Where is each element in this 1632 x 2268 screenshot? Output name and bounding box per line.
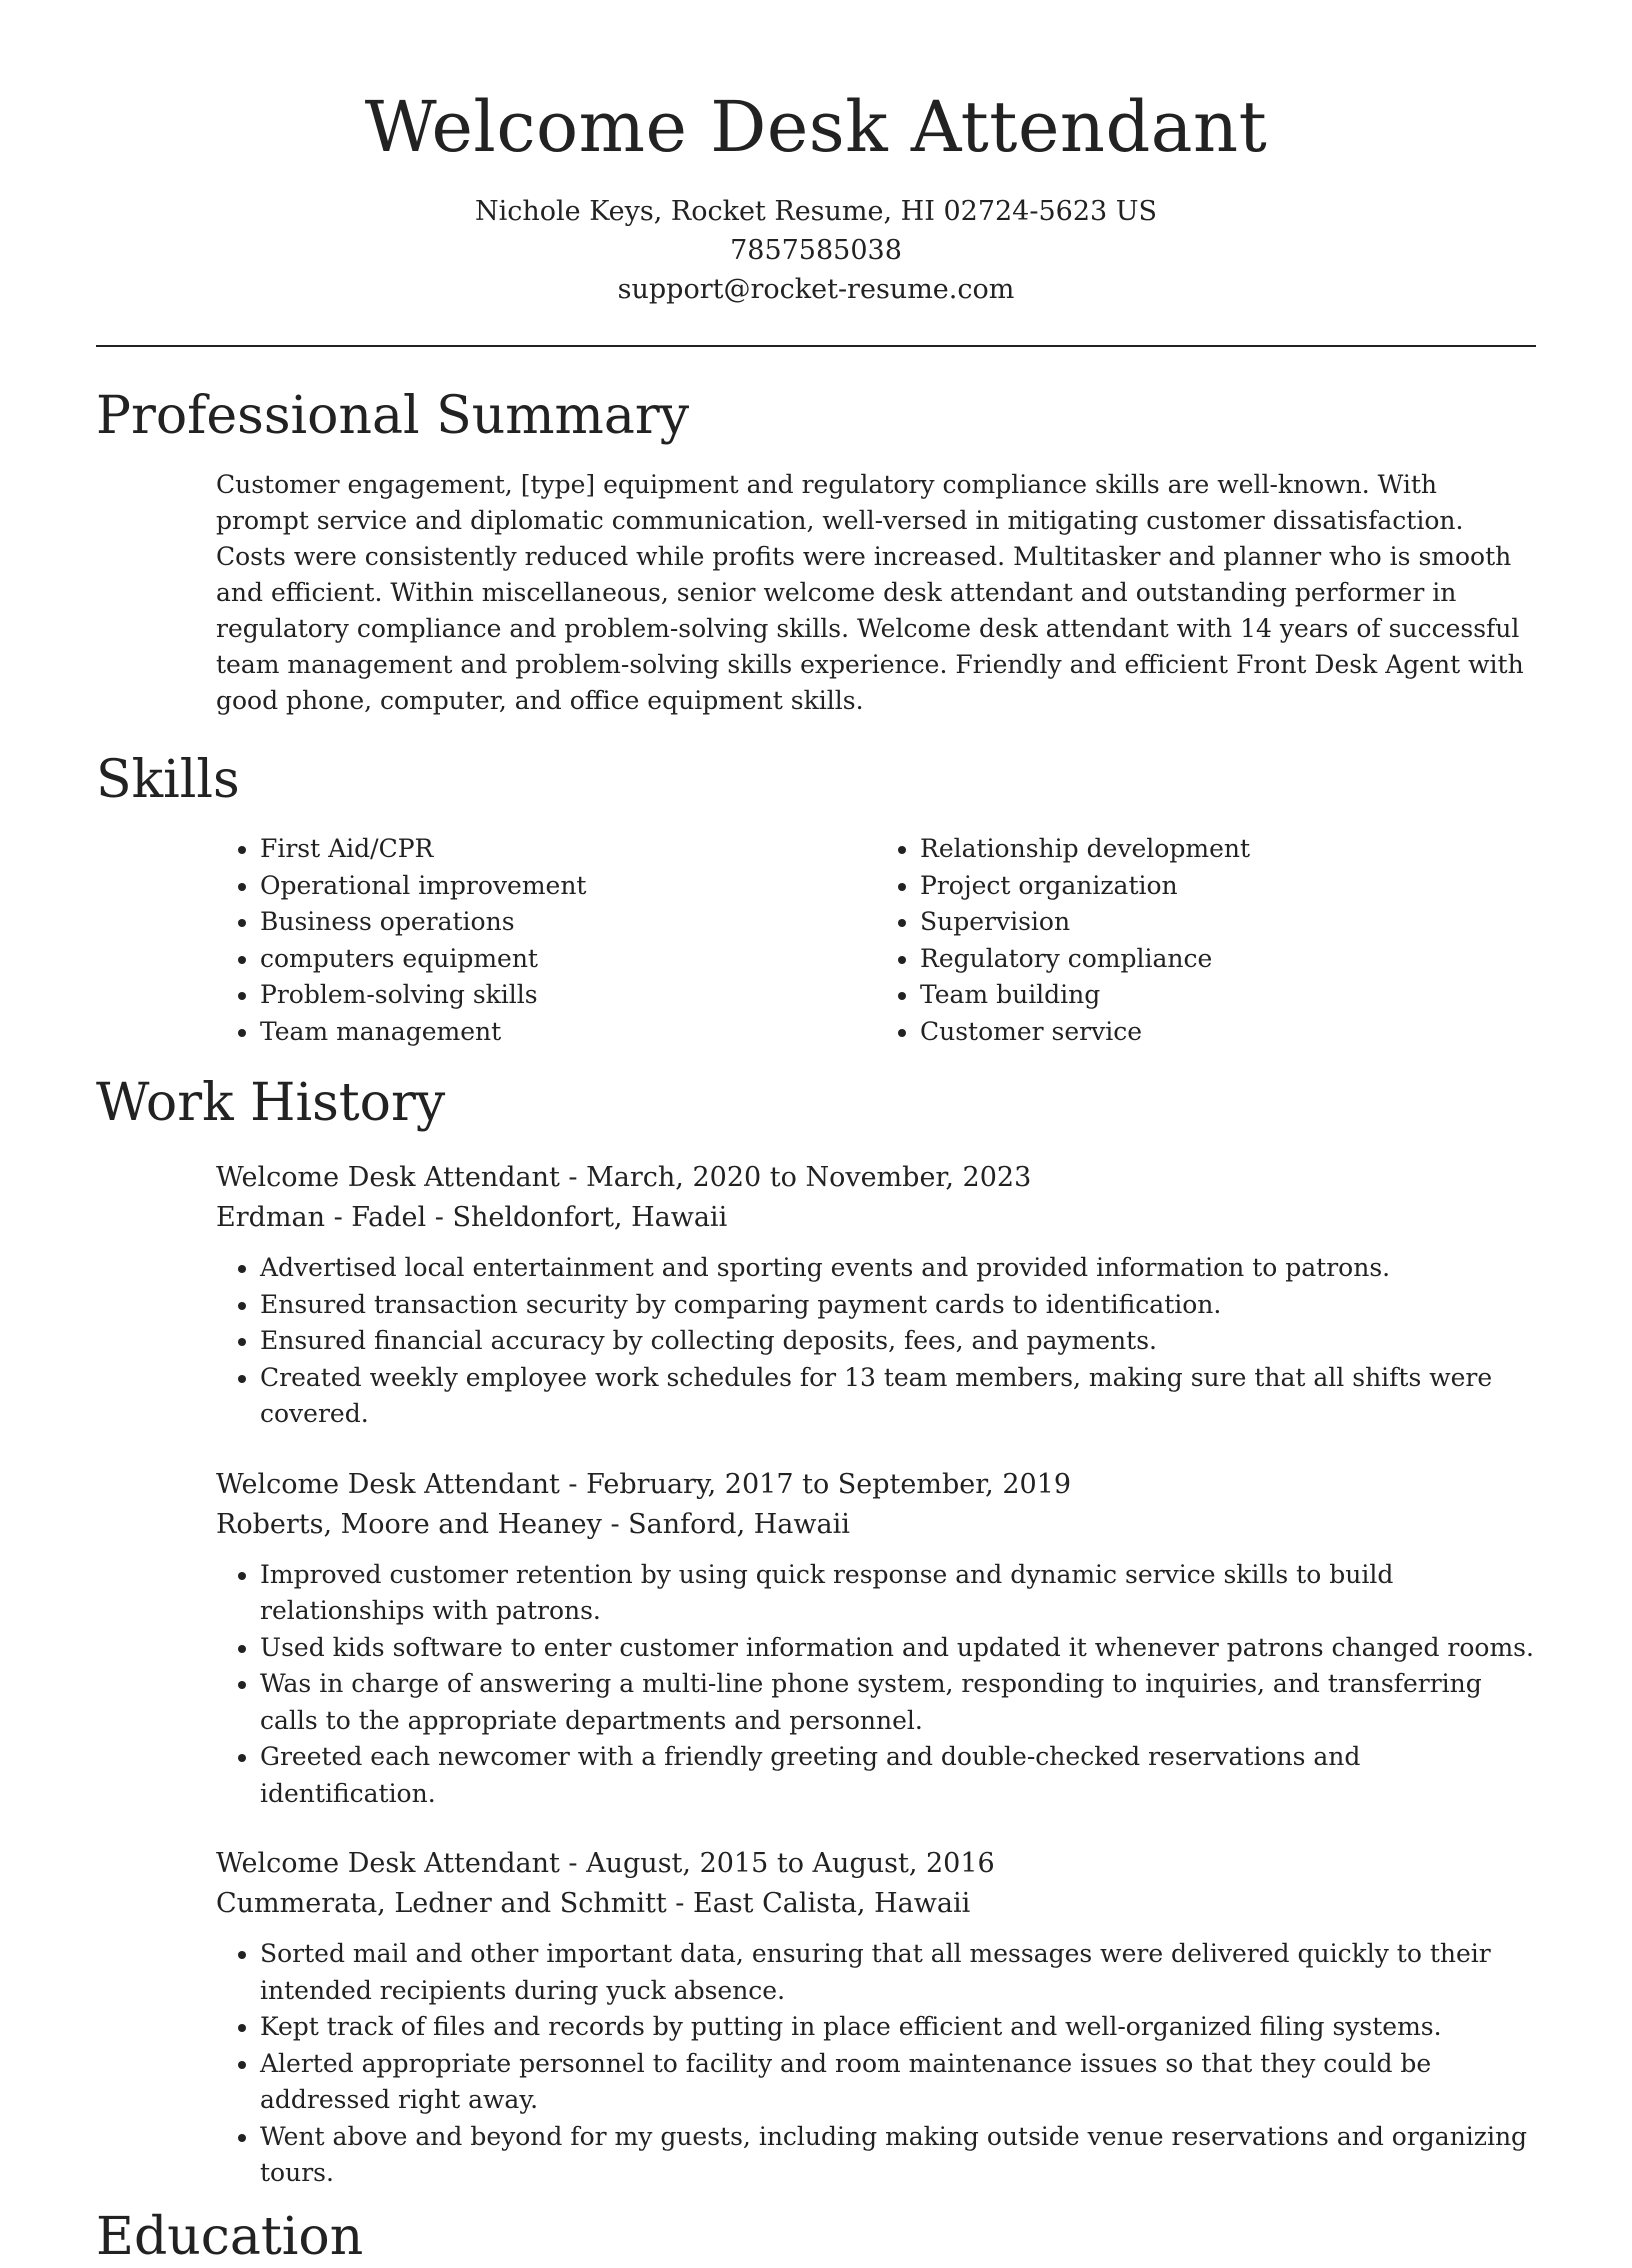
summary-text: Customer engagement, [type] equipment and regulatory compliance skills are well-known. With prompt service and diplomatic communication, well-versed in mitigating customer dissatisfaction. Costs were consistently reduced while profits were increased. Multitasker and planner who is smooth and efficient. Within miscellaneous, senior welcome desk attendant and outstanding performer in regulatory compliance and problem-solving skills. Welcome desk attendant with 14 years of successful team management and problem-solving skills experience. Friendly and efficient Front Desk Agent with good phone, computer, and office equipment skills. (216, 470, 1524, 715)
job-title-line: Welcome Desk Attendant - March, 2020 to November, 2023 (216, 1162, 1032, 1193)
work-history-heading: Work History (96, 1073, 446, 1133)
skill-item: • Customer service (920, 1014, 1536, 1051)
job-title: Welcome Desk Attendant (216, 1468, 560, 1500)
job-location: East Calista, Hawaii (693, 1888, 971, 1919)
job-dates: March, 2020 to November, 2023 (586, 1162, 1032, 1193)
contact-address: Nichole Keys, Rocket Resume, HI 02724-5623 US (474, 196, 1158, 227)
job-bullet: • Went above and beyond for my guests, including making outside venue reservations and organizing tours. (260, 2119, 1536, 2192)
job-bullet: • Used kids software to enter customer information and updated it whenever patrons changed rooms. (260, 1630, 1536, 1667)
contact-phone: 7857585038 (730, 235, 902, 266)
skills-list (216, 831, 1536, 1050)
skill-item: • Team management (260, 1014, 876, 1051)
job-company-line: Roberts, Moore and Heaney - Sanford, Hawaii (216, 1508, 850, 1540)
job-bullet: • Improved customer retention by using quick response and dynamic service skills to build relationships with patrons. (260, 1557, 1536, 1630)
job-dates: February, 2017 to September, 2019 (586, 1468, 1072, 1500)
page-title: Welcome Desk Attendant (364, 86, 1268, 168)
job-bullet: • Ensured financial accuracy by collecting deposits, fees, and payments. (260, 1323, 1536, 1360)
job-bullet: • Advertised local entertainment and sporting events and provided information to patrons. (260, 1250, 1536, 1287)
skill-item: • Team building (920, 977, 1536, 1014)
summary-heading: Professional Summary (96, 386, 690, 446)
skill-item: • Relationship development (920, 831, 1536, 868)
job-company-line: Cummerata, Ledner and Schmitt - East Calista, Hawaii (216, 1888, 971, 1919)
job-company: Cummerata, Ledner and Schmitt (216, 1888, 667, 1919)
job-bullet: • Sorted mail and other important data, ensuring that all messages were delivered quickly to their intended recipients during yuck absence. (260, 1936, 1536, 2009)
job-company: Roberts, Moore and Heaney (216, 1508, 602, 1540)
contact-info (0, 192, 1632, 309)
job-bullet: • Created weekly employee work schedules for 13 team members, making sure that all shifts were covered. (260, 1360, 1536, 1433)
skills-heading: Skills (96, 750, 240, 810)
skill-item: • Problem-solving skills (260, 977, 876, 1014)
contact-email: support@rocket-resume.com (617, 274, 1015, 305)
job-entry (216, 1465, 1536, 1813)
job-title-line: Welcome Desk Attendant - August, 2015 to August, 2016 (216, 1848, 995, 1879)
job-location: Sanford, Hawaii (628, 1508, 850, 1540)
job-bullets (216, 1936, 1536, 2192)
skill-item: • First Aid/CPR (260, 831, 876, 868)
job-location: Sheldonfort, Hawaii (452, 1202, 728, 1233)
skill-item: • Regulatory compliance (920, 941, 1536, 978)
job-entry (216, 1844, 1536, 2192)
job-bullets (216, 1250, 1536, 1433)
job-bullet: • Was in charge of answering a multi-line phone system, responding to inquiries, and transferring calls to the appropriate departments and personnel. (260, 1666, 1536, 1739)
job-entry (216, 1158, 1536, 1433)
job-bullet: • Alerted appropriate personnel to facility and room maintenance issues so that they could be addressed right away. (260, 2046, 1536, 2119)
skill-item: • Supervision (920, 904, 1536, 941)
job-title-line: Welcome Desk Attendant - February, 2017 to September, 2019 (216, 1468, 1072, 1500)
skill-item: • Operational improvement (260, 868, 876, 905)
resume-header (0, 0, 1632, 309)
education-heading: Education (96, 2206, 364, 2267)
job-company-line: Erdman - Fadel - Sheldonfort, Hawaii (216, 1202, 728, 1233)
skills-column-right (876, 831, 1536, 1050)
job-title: Welcome Desk Attendant (216, 1848, 560, 1879)
job-bullets (216, 1557, 1536, 1813)
job-bullet: • Kept track of files and records by putting in place efficient and well-organized filing systems. (260, 2009, 1536, 2046)
job-bullet: • Greeted each newcomer with a friendly greeting and double-checked reservations and identification. (260, 1739, 1536, 1812)
skill-item: • Business operations (260, 904, 876, 941)
job-company: Erdman - Fadel (216, 1202, 427, 1233)
job-dates: August, 2015 to August, 2016 (586, 1848, 995, 1879)
header-divider (96, 345, 1536, 347)
skill-item: • computers equipment (260, 941, 876, 978)
skills-column-left (216, 831, 876, 1050)
job-title: Welcome Desk Attendant (216, 1162, 560, 1193)
skill-item: • Project organization (920, 868, 1536, 905)
job-bullet: • Ensured transaction security by comparing payment cards to identification. (260, 1287, 1536, 1324)
